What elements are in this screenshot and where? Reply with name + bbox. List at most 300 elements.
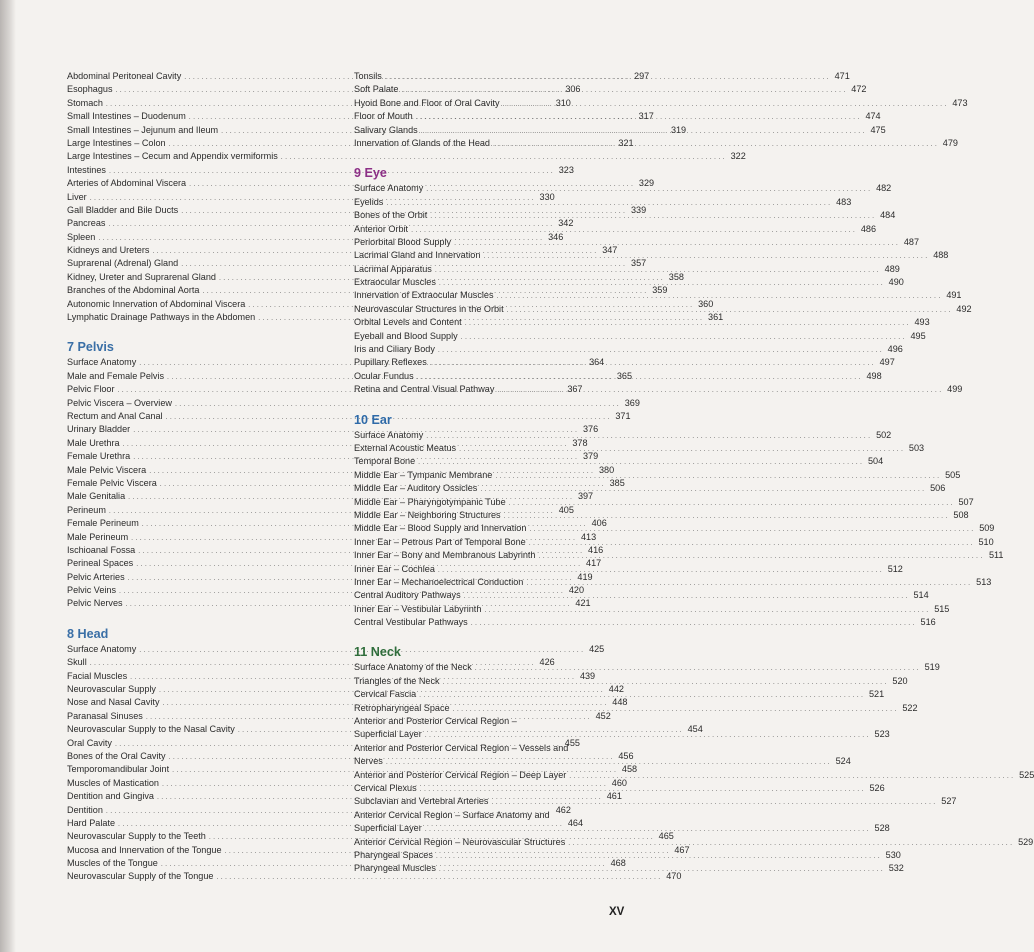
toc-entry-page: 468 (610, 858, 626, 869)
toc-entry-page: 310 (555, 97, 571, 108)
toc-entry-title: Surface Anatomy (67, 643, 137, 654)
toc-entry[interactable] (354, 795, 957, 808)
toc-entry-title: Perineal Spaces (67, 558, 134, 569)
toc-entry-page: 371 (615, 410, 631, 421)
toc-entry[interactable] (354, 563, 903, 576)
toc-entry-title: Surface Anatomy (354, 183, 424, 194)
toc-entry-page: 322 (730, 151, 746, 162)
toc-entry-title: Female Urethra (67, 451, 131, 462)
toc-entry-page: 455 (564, 737, 580, 748)
toc-entry-title: Eyeball and Blood Supply (354, 330, 458, 341)
toc-entry-title: Middle Ear – Tympanic Membrane (354, 469, 493, 480)
toc-entry-title: Inner Ear – Petrous Part of Temporal Bone (354, 536, 526, 547)
toc-entry-page: 492 (956, 303, 972, 314)
toc-entry-page: 364 (589, 357, 605, 368)
dot-leader (529, 537, 973, 550)
toc-entry-page: 339 (631, 204, 647, 215)
dot-leader (497, 384, 941, 397)
toc-entry-page: 361 (708, 312, 724, 323)
toc-entry-title: Female Perineum (67, 518, 139, 529)
toc-entry-page: 417 (586, 558, 602, 569)
toc-entry[interactable] (354, 370, 882, 383)
toc-entry-title: Neurovascular Supply of the Tongue (67, 871, 214, 882)
dot-leader (465, 317, 909, 330)
dot-leader (438, 344, 882, 357)
toc-entry-page: 473 (952, 97, 968, 108)
toc-entry-title: Facial Muscles (67, 670, 128, 681)
toc-entry-title: Periorbital Blood Supply (354, 236, 452, 247)
toc-entry-title: Pharyngeal Muscles (354, 863, 436, 874)
toc-entry-page: 306 (565, 84, 581, 95)
toc-entry-page: 360 (698, 298, 714, 309)
toc-entry-page: 297 (634, 71, 650, 81)
toc-entry-title: Bones of the Oral Cavity (67, 750, 166, 761)
dot-leader (568, 837, 1012, 850)
dot-leader (504, 510, 948, 523)
toc-entry-title: Floor of Mouth (354, 111, 413, 122)
book-spine-shadow (0, 0, 16, 952)
toc-entry-title: Lymphatic Drainage Pathways in the Abdomen (67, 312, 256, 323)
dot-leader (439, 277, 883, 290)
toc-entry-title: Middle Ear – Auditory Ossicles (354, 483, 478, 494)
toc-entry-title: Pharyngeal Spaces (354, 849, 433, 860)
toc-entry-page: 507 (958, 496, 974, 507)
section-heading-neck: 11 Neck (354, 645, 401, 660)
toc-entry-title: Male Urethra (67, 437, 120, 448)
toc-entry-title: Surface Anatomy (354, 429, 424, 440)
toc-entry[interactable] (354, 356, 895, 369)
toc-entry[interactable] (354, 137, 958, 150)
dot-leader (426, 183, 870, 196)
toc-entry-title: Male Pelvic Viscera (67, 464, 147, 475)
dot-leader (436, 850, 880, 863)
section-heading-pelvis: 7 Pelvis (67, 340, 114, 355)
toc-entry-page: 483 (836, 196, 852, 207)
toc-entry[interactable] (354, 223, 877, 236)
dot-leader (430, 357, 874, 370)
toc-entry-title: Ocular Fundus (354, 370, 414, 381)
dot-leader (471, 617, 915, 630)
toc-entry-title: Orbital Levels and Content (354, 317, 462, 328)
toc-entry-page: 519 (924, 662, 940, 673)
dot-leader (439, 863, 883, 876)
toc-entry-page: 421 (575, 598, 591, 609)
toc-entry-title: Large Intestines – Cecum and Appendix vermiformis (67, 151, 278, 162)
toc-entry-page: 317 (638, 111, 654, 122)
toc-entry-page: 347 (602, 245, 618, 256)
toc-entry[interactable] (354, 249, 949, 262)
toc-entry-page: 528 (874, 823, 890, 834)
dot-leader (453, 703, 897, 716)
ear-entry-list (354, 429, 1004, 630)
toc-entry-title: Pancreas (67, 218, 106, 229)
toc-entry[interactable] (354, 496, 974, 509)
toc-entry-title-line2: Superficial Layer (354, 823, 422, 834)
toc-entry-title: Innervation of Glands of the Head (354, 137, 490, 148)
toc-entry-page: 493 (914, 317, 930, 328)
toc-entry-title: Neurovascular Supply to the Nasal Cavity (67, 724, 235, 735)
toc-entry-title: Inner Ear – Cochlea (354, 563, 435, 574)
toc-entry-page: 475 (870, 124, 886, 135)
toc-entry-page: 512 (887, 563, 903, 574)
toc-entry-title: Pelvic Viscera – Overview (67, 397, 172, 408)
toc-entry-page: 526 (869, 782, 885, 793)
toc-entry-page: 529 (1018, 836, 1034, 847)
toc-entry-title: Pupillary Reflexes (354, 357, 427, 368)
section-heading-eye: 9 Eye (354, 166, 387, 181)
toc-entry-two-line[interactable] (354, 809, 890, 836)
toc-entry[interactable] (354, 576, 992, 589)
toc-entry-title: Liver (67, 191, 87, 202)
section-heading-head: 8 Head (67, 626, 109, 641)
toc-entry-title: Large Intestines – Colon (67, 137, 166, 148)
toc-entry[interactable] (354, 442, 925, 455)
toc-entry-title: Retina and Central Visual Pathway (354, 384, 495, 395)
toc-entry-title: Bones of the Orbit (354, 210, 428, 221)
toc-entry-title-line1: Anterior Cervical Region – Surface Anatomy and (354, 809, 550, 820)
toc-entry-title: Temporal Bone (354, 456, 416, 467)
toc-entry-title: Neurovascular Structures in the Orbit (354, 303, 504, 314)
dot-leader (386, 197, 830, 210)
toc-entry-page: 520 (892, 675, 908, 686)
toc-entry[interactable] (354, 83, 867, 96)
toc-entry-title: Inner Ear – Bony and Membranous Labyrinth (354, 550, 536, 561)
toc-entry-title: Esophagus (67, 84, 113, 95)
toc-entry-page: 416 (588, 544, 604, 555)
toc-entry-title: Dentition (67, 804, 103, 815)
toc-entry[interactable] (67, 150, 746, 163)
toc-entry-page: 367 (567, 384, 583, 395)
toc-entry-title: Arteries of Abdominal Viscera (67, 178, 187, 189)
dot-leader (420, 783, 864, 796)
toc-entry-page: 499 (947, 384, 963, 395)
toc-entry-page: 359 (652, 285, 668, 296)
dot-leader (464, 590, 908, 603)
dot-leader (507, 304, 951, 317)
dot-leader (386, 756, 830, 769)
toc-entry-page: 488 (933, 250, 949, 261)
toc-entry-title: Lacrimal Gland and Innervation (354, 250, 481, 261)
dot-leader (411, 224, 855, 237)
toc-entry-page: 515 (934, 603, 950, 614)
toc-entry-title: Central Vestibular Pathways (354, 617, 468, 628)
toc-entry-title: Neurovascular Supply (67, 684, 156, 695)
toc-entry-page: 532 (888, 863, 904, 874)
toc-entry-title: Ischioanal Fossa (67, 544, 136, 555)
dot-leader (497, 290, 941, 303)
dot-leader (529, 523, 973, 536)
toc-entry-title: Small Intestines – Jejunum and Ileum (67, 124, 219, 135)
toc-entry[interactable] (354, 482, 946, 495)
toc-entry-title: Small Intestines – Duodenum (67, 111, 186, 122)
toc-entry[interactable] (354, 383, 963, 396)
toc-entry[interactable] (354, 782, 885, 795)
toc-entry-page: 482 (876, 183, 892, 194)
toc-entry[interactable] (67, 870, 682, 883)
toc-entry-page: 516 (920, 617, 936, 628)
toc-entry-title: Middle Ear – Pharyngotympanic Tube (354, 496, 506, 507)
toc-entry-page: 419 (577, 571, 593, 582)
toc-entry-page: 439 (579, 670, 596, 681)
toc-entry-title-line1: Anterior and Posterior Cervical Region – (354, 716, 517, 727)
dot-leader (509, 497, 953, 510)
toc-entry-page: 504 (867, 456, 884, 467)
dot-leader (538, 550, 982, 563)
toc-entry-page: 471 (834, 71, 850, 81)
toc-entry-page: 380 (598, 464, 615, 475)
dot-leader (430, 210, 874, 223)
toc-entry-page: 462 (555, 804, 571, 815)
dot-leader (461, 331, 905, 344)
toc-entry[interactable] (354, 675, 908, 688)
toc-entry[interactable] (354, 97, 968, 110)
dot-leader (443, 676, 887, 689)
neck-entry-list-a (354, 661, 940, 715)
dot-leader (483, 250, 927, 263)
toc-entry-title: Nose and Nasal Cavity (67, 697, 160, 708)
toc-entry-page: 490 (888, 277, 904, 288)
toc-entry-title: Suprarenal (Adrenal) Gland (67, 258, 179, 269)
toc-entry-two-line[interactable] (354, 742, 851, 769)
toc-entry-title: Autonomic Innervation of Abdominal Viscera (67, 298, 246, 309)
toc-entry-page: 319 (670, 124, 687, 135)
toc-entry-title: Branches of the Abdominal Aorta (67, 285, 200, 296)
toc-entry-title-line1: Anterior and Posterior Cervical Region – Vessels and (354, 742, 569, 753)
toc-entry-page: 502 (876, 429, 892, 440)
dot-leader (421, 125, 865, 138)
toc-entry-page: 479 (942, 137, 958, 148)
toc-entry-title: Middle Ear – Blood Supply and Innervation (354, 523, 527, 534)
toc-entry-title: Cervical Plexus (354, 782, 417, 793)
toc-entry-page: 496 (887, 344, 903, 355)
toc-entry-title: Tonsils (354, 71, 382, 81)
toc-entry-title: Surface Anatomy (67, 357, 137, 368)
toc-entry-page: 346 (548, 231, 564, 242)
toc-entry-title: External Acoustic Meatus (354, 442, 457, 453)
toc-entry-page: 460 (611, 777, 627, 788)
toc-entry-title: Intestines (67, 164, 106, 175)
toc-entry-page: 452 (595, 710, 611, 721)
dot-leader (495, 470, 939, 483)
toc-entry-title: Gall Bladder and Bile Ducts (67, 204, 179, 215)
toc-entry-page: 454 (687, 724, 703, 735)
dot-leader (418, 456, 862, 469)
toc-entry-title-line2: Superficial Layer (354, 729, 422, 740)
dot-leader (385, 71, 829, 84)
toc-entry-title: Muscles of Mastication (67, 777, 159, 788)
toc-entry-page: 498 (866, 370, 882, 381)
toc-entry-page: 491 (946, 290, 962, 301)
toc-entry-title: Paranasal Sinuses (67, 710, 143, 721)
dot-leader (491, 796, 935, 809)
toc-entry-title: Muscles of the Tongue (67, 858, 158, 869)
toc-entry[interactable] (354, 661, 940, 674)
toc-entry-title: Kidneys and Ureters (67, 245, 150, 256)
toc-entry-page: 321 (618, 137, 634, 148)
toc-entry-title: Extraocular Muscles (354, 277, 436, 288)
toc-entry-page: 329 (638, 178, 655, 189)
toc-entry-page: 385 (609, 477, 625, 488)
toc-entry-page: 523 (874, 729, 890, 740)
toc-entry[interactable] (354, 509, 969, 522)
dot-leader (503, 98, 947, 111)
toc-entry-title: Inner Ear – Vestibular Labyrinth (354, 603, 482, 614)
toc-entry-page: 323 (558, 164, 574, 175)
toc-entry-page: 461 (606, 791, 622, 802)
dot-leader (493, 138, 937, 151)
dot-leader (526, 577, 970, 590)
toc-entry-page: 470 (666, 871, 682, 882)
toc-entry-title: Male Perineum (67, 531, 129, 542)
toc-entry[interactable] (354, 469, 961, 482)
dot-leader (426, 430, 870, 443)
toc-entry-page: 397 (577, 491, 594, 502)
toc-entry-page: 486 (860, 223, 877, 234)
toc-entry[interactable] (354, 688, 885, 701)
toc-entry-title: Surface Anatomy of the Neck (354, 662, 472, 673)
toc-entry[interactable] (354, 702, 918, 715)
toc-entry-title-line2: Nerves (354, 756, 383, 767)
toc-entry-title: Inner Ear – Mechanoelectrical Conduction (354, 576, 524, 587)
dot-leader (569, 770, 1013, 783)
toc-entry-title: Soft Palate (354, 84, 399, 95)
toc-entry-title: Kidney, Ureter and Suprarenal Gland (67, 271, 216, 282)
toc-entry[interactable] (354, 616, 936, 629)
toc-entry[interactable] (354, 236, 920, 249)
toc-entry-title: Triangles of the Neck (354, 675, 440, 686)
toc-entry-title: Male and Female Pelvis (67, 370, 165, 381)
toc-entry-page: 495 (910, 330, 926, 341)
toc-entry-title: Oral Cavity (67, 737, 112, 748)
toc-entry[interactable] (354, 343, 903, 356)
toc-entry-title: Subclavian and Vertebral Arteries (354, 796, 489, 807)
toc-entry-title: Spleen (67, 231, 96, 242)
toc-entry-page: 487 (903, 236, 920, 247)
toc-entry-title: Iris and Ciliary Body (354, 344, 435, 355)
toc-entry[interactable] (354, 589, 929, 602)
toc-entry-page: 464 (567, 817, 584, 828)
toc-entry-page: 505 (945, 469, 961, 480)
dot-leader (480, 483, 924, 496)
toc-entry-title: Stomach (67, 97, 103, 108)
toc-entry-title: Female Pelvic Viscera (67, 477, 157, 488)
toc-entry-page: 365 (616, 370, 633, 381)
toc-entry-page: 521 (868, 689, 885, 700)
toc-entry-page: 406 (591, 518, 607, 529)
toc-entry-page: 484 (880, 210, 896, 221)
toc-entry-page: 514 (913, 590, 929, 601)
toc-entry-title: Anterior and Posterior Cervical Region – Deep Layer (354, 769, 567, 780)
toc-entry-page: 510 (978, 536, 994, 547)
section-heading-ear: 10 Ear (354, 412, 392, 427)
toc-entry-page: 330 (539, 191, 555, 202)
toc-entry-page: 530 (885, 849, 901, 860)
toc-entry-title: Pelvic Nerves (67, 598, 123, 609)
toc-entry-title: Anterior Cervical Region – Neurovascular Structures (354, 836, 566, 847)
toc-entry[interactable] (67, 397, 640, 410)
toc-entry-page: 376 (582, 424, 599, 435)
toc-entry-title: Pelvic Veins (67, 585, 117, 596)
toc-entry-title: Lacrimal Apparatus (354, 263, 432, 274)
page-folio: XV (609, 906, 625, 918)
toc-entry-page: 458 (621, 764, 638, 775)
toc-entry-page: 378 (572, 437, 588, 448)
toc-entry[interactable] (354, 330, 926, 343)
dot-leader (416, 111, 860, 124)
toc-entry[interactable] (354, 603, 950, 616)
toc-entry[interactable] (354, 862, 904, 875)
toc-entry[interactable] (354, 536, 994, 549)
toc-entry[interactable] (354, 196, 852, 209)
toc-entry-title: Rectum and Anal Canal (67, 410, 163, 421)
toc-entry-page: 425 (589, 643, 605, 654)
toc-entry-page: 379 (582, 451, 599, 462)
toc-entry-page: 448 (612, 697, 628, 708)
toc-entry-page: 503 (908, 442, 925, 453)
toc-entry[interactable] (354, 455, 884, 468)
toc-entry-page: 506 (930, 483, 946, 494)
dot-leader (425, 729, 869, 742)
dot-leader (402, 84, 846, 97)
toc-entry-page: 467 (674, 844, 690, 855)
toc-entry-page: 513 (976, 576, 992, 587)
toc-entry-title: Hard Palate (67, 817, 116, 828)
toc-entry-page: 524 (835, 756, 851, 767)
toc-entry-page: 413 (580, 531, 597, 542)
toc-entry-page: 442 (608, 684, 624, 695)
dot-leader (454, 237, 898, 250)
toc-entry-title: Dentition and Gingiva (67, 791, 154, 802)
toc-entry-title: Pelvic Arteries (67, 571, 125, 582)
toc-entry-title: Male Genitalia (67, 491, 126, 502)
toc-entry-page: 456 (618, 750, 634, 761)
toc-entry-page: 497 (879, 357, 895, 368)
toc-entry-title: Innervation of Extraocular Muscles (354, 290, 494, 301)
toc-entry[interactable] (354, 429, 892, 442)
toc-entry-title: Urinary Bladder (67, 424, 131, 435)
toc-entry-title: Mucosa and Innervation of the Tongue (67, 844, 222, 855)
toc-entry-title: Eyelids (354, 196, 384, 207)
toc-entry-page: 525 (1019, 769, 1034, 780)
toc-entry-title: Neurovascular Supply to the Teeth (67, 831, 206, 842)
toc-entry-title: Retropharyngeal Space (354, 702, 450, 713)
toc-entry-page: 527 (941, 796, 957, 807)
dot-leader (475, 662, 919, 675)
toc-entry-page: 357 (631, 258, 647, 269)
toc-entry-page: 358 (668, 271, 684, 282)
toc-entry-page: 511 (988, 550, 1004, 561)
toc-entry-title: Middle Ear – Neighboring Structures (354, 509, 501, 520)
toc-entry-page: 465 (658, 831, 674, 842)
dot-leader (419, 689, 863, 702)
toc-entry[interactable] (354, 549, 1004, 562)
toc-entry[interactable] (354, 522, 995, 535)
toc-entry-page: 426 (539, 657, 555, 668)
toc-entry-page: 522 (902, 702, 918, 713)
toc-entry-page: 342 (558, 218, 574, 229)
toc-entry-page: 509 (979, 523, 995, 534)
toc-entry-page: 472 (851, 84, 867, 95)
dot-leader (438, 564, 882, 577)
dot-leader (417, 371, 861, 384)
dot-leader (425, 823, 869, 836)
toc-entry-page: 508 (953, 509, 969, 520)
toc-entry-title: Abdominal Peritoneal Cavity (67, 71, 182, 81)
toc-entry-title: Perineum (67, 504, 106, 515)
toc-entry-title: Anterior Orbit (354, 223, 409, 234)
toc-entry-page: 369 (624, 397, 640, 408)
toc-entry-page: 405 (558, 504, 574, 515)
